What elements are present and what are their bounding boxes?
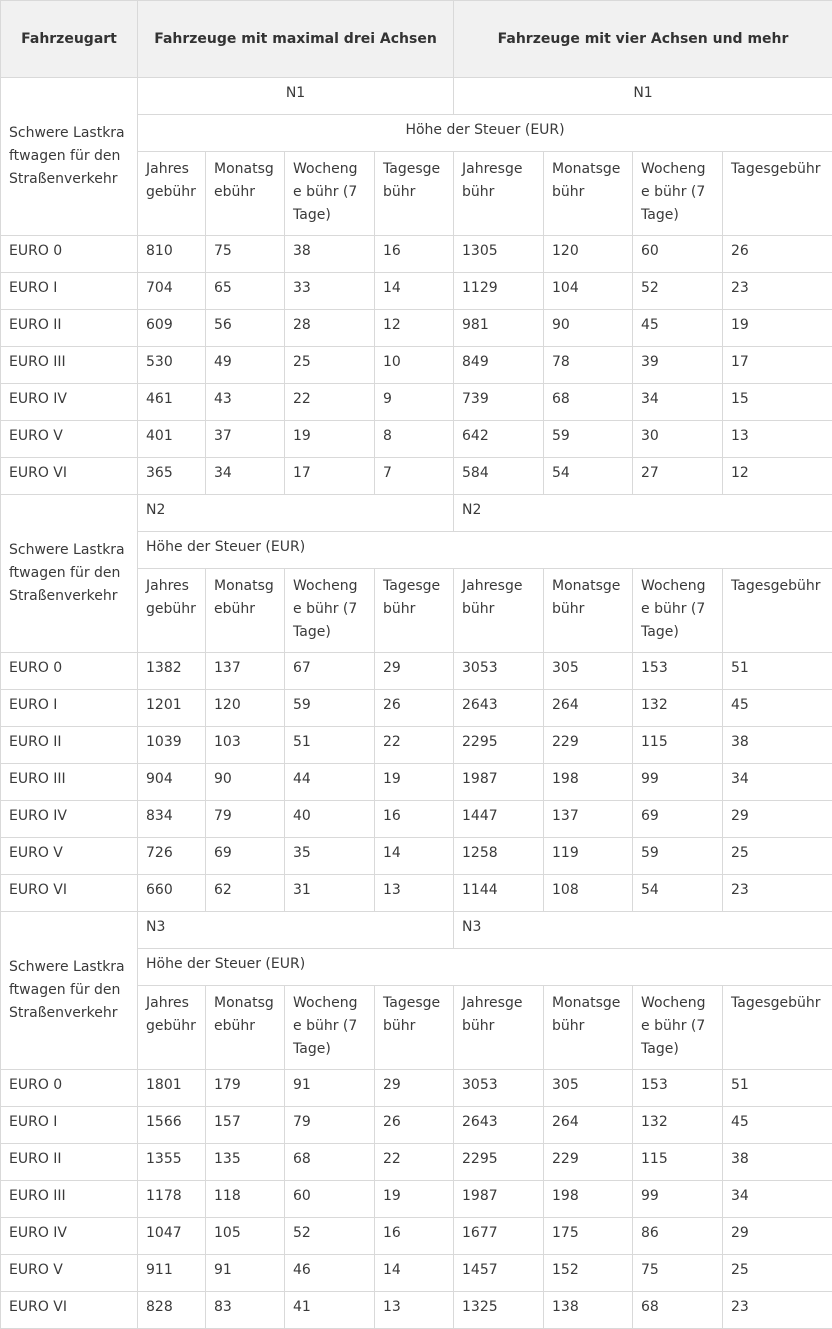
fee-value-cell: 39 xyxy=(633,347,723,384)
vehicle-class-row xyxy=(1,78,832,115)
table-row xyxy=(1,1255,832,1292)
fee-value-cell: 810 xyxy=(138,236,206,273)
fee-value-cell: 99 xyxy=(633,1181,723,1218)
fee-value-cell: 33 xyxy=(285,273,375,310)
fee-column-label: Tagesge bühr xyxy=(375,569,454,653)
fee-value-cell: 1457 xyxy=(454,1255,544,1292)
fee-value-cell: 120 xyxy=(544,236,633,273)
emission-class-cell: EURO V xyxy=(1,421,138,458)
vehicle-class-right: N1 xyxy=(454,78,832,115)
fee-value-cell: 118 xyxy=(206,1181,285,1218)
emission-class-cell: EURO I xyxy=(1,273,138,310)
fee-value-cell: 56 xyxy=(206,310,285,347)
vehicle-class-right: N3 xyxy=(454,912,832,949)
fee-value-cell: 13 xyxy=(375,1292,454,1329)
fee-value-cell: 13 xyxy=(723,421,832,458)
fee-column-label: Monatsg ebühr xyxy=(206,986,285,1070)
fee-value-cell: 8 xyxy=(375,421,454,458)
fee-column-label: Jahres gebühr xyxy=(138,569,206,653)
fee-value-cell: 26 xyxy=(723,236,832,273)
fee-column-label: Wochenge bühr (7 Tage) xyxy=(285,152,375,236)
table-row xyxy=(1,1181,832,1218)
fee-value-cell: 99 xyxy=(633,764,723,801)
fee-column-label: Monatsge bühr xyxy=(544,986,633,1070)
fee-value-cell: 1447 xyxy=(454,801,544,838)
fee-value-cell: 9 xyxy=(375,384,454,421)
tax-amount-label: Höhe der Steuer (EUR) xyxy=(138,115,832,152)
fee-value-cell: 19 xyxy=(285,421,375,458)
emission-class-cell: EURO 0 xyxy=(1,1070,138,1107)
emission-class-cell: EURO IV xyxy=(1,801,138,838)
fee-column-label: Monatsge bühr xyxy=(544,569,633,653)
fee-value-cell: 25 xyxy=(285,347,375,384)
emission-class-cell: EURO III xyxy=(1,1181,138,1218)
fee-value-cell: 22 xyxy=(285,384,375,421)
fee-column-label: Wochenge bühr (7 Tage) xyxy=(285,569,375,653)
fee-value-cell: 305 xyxy=(544,653,633,690)
table-row xyxy=(1,1218,832,1255)
fee-value-cell: 2643 xyxy=(454,1107,544,1144)
fee-value-cell: 52 xyxy=(633,273,723,310)
table-row xyxy=(1,801,832,838)
table-row xyxy=(1,384,832,421)
header-vehicle-type: Fahrzeugart xyxy=(1,1,138,78)
fee-value-cell: 138 xyxy=(544,1292,633,1329)
fee-value-cell: 51 xyxy=(723,653,832,690)
fee-value-cell: 19 xyxy=(375,764,454,801)
table-row xyxy=(1,690,832,727)
fee-column-label: Wochenge bühr (7 Tage) xyxy=(633,569,723,653)
fee-value-cell: 981 xyxy=(454,310,544,347)
fee-value-cell: 46 xyxy=(285,1255,375,1292)
tax-amount-label: Höhe der Steuer (EUR) xyxy=(138,532,832,569)
vehicle-class-right: N2 xyxy=(454,495,832,532)
fee-column-label: Jahresge bühr xyxy=(454,152,544,236)
fee-value-cell: 103 xyxy=(206,727,285,764)
fee-value-cell: 23 xyxy=(723,1292,832,1329)
fee-value-cell: 137 xyxy=(206,653,285,690)
fee-column-label: Jahres gebühr xyxy=(138,986,206,1070)
fee-value-cell: 198 xyxy=(544,1181,633,1218)
fee-value-cell: 1355 xyxy=(138,1144,206,1181)
fee-value-cell: 1801 xyxy=(138,1070,206,1107)
fee-value-cell: 26 xyxy=(375,1107,454,1144)
table-row xyxy=(1,421,832,458)
fee-value-cell: 45 xyxy=(633,310,723,347)
fee-value-cell: 828 xyxy=(138,1292,206,1329)
table-row xyxy=(1,458,832,495)
fee-column-label: Wochenge bühr (7 Tage) xyxy=(633,986,723,1070)
fee-value-cell: 68 xyxy=(544,384,633,421)
fee-value-cell: 43 xyxy=(206,384,285,421)
tax-amount-label: Höhe der Steuer (EUR) xyxy=(138,949,832,986)
fee-value-cell: 17 xyxy=(285,458,375,495)
fee-value-cell: 1325 xyxy=(454,1292,544,1329)
fee-value-cell: 38 xyxy=(723,1144,832,1181)
table-row xyxy=(1,236,832,273)
fee-column-label: Tagesgebühr xyxy=(723,152,832,236)
fee-value-cell: 16 xyxy=(375,236,454,273)
fee-value-cell: 22 xyxy=(375,1144,454,1181)
fee-value-cell: 1144 xyxy=(454,875,544,912)
fee-column-label: Wochenge bühr (7 Tage) xyxy=(633,152,723,236)
fee-value-cell: 54 xyxy=(544,458,633,495)
table-row xyxy=(1,1144,832,1181)
fee-value-cell: 904 xyxy=(138,764,206,801)
fee-column-label: Tagesge bühr xyxy=(375,152,454,236)
table-row xyxy=(1,838,832,875)
fee-column-label: Tagesgebühr xyxy=(723,986,832,1070)
fee-column-label: Wochenge bühr (7 Tage) xyxy=(285,986,375,1070)
fee-value-cell: 584 xyxy=(454,458,544,495)
fee-value-cell: 44 xyxy=(285,764,375,801)
fee-value-cell: 79 xyxy=(285,1107,375,1144)
fee-value-cell: 137 xyxy=(544,801,633,838)
fee-value-cell: 153 xyxy=(633,653,723,690)
fee-value-cell: 83 xyxy=(206,1292,285,1329)
fee-column-label: Jahresge bühr xyxy=(454,986,544,1070)
vehicle-type-cell: Schwere Lastkraftwagen für den Straßenverkehr xyxy=(1,495,138,653)
header-row xyxy=(1,1,832,78)
fee-value-cell: 704 xyxy=(138,273,206,310)
fee-value-cell: 179 xyxy=(206,1070,285,1107)
fee-value-cell: 739 xyxy=(454,384,544,421)
fee-value-cell: 52 xyxy=(285,1218,375,1255)
fee-value-cell: 27 xyxy=(633,458,723,495)
fee-value-cell: 119 xyxy=(544,838,633,875)
table-row xyxy=(1,653,832,690)
emission-class-cell: EURO IV xyxy=(1,384,138,421)
vehicle-class-left: N3 xyxy=(138,912,454,949)
fee-value-cell: 157 xyxy=(206,1107,285,1144)
fee-value-cell: 78 xyxy=(544,347,633,384)
fee-value-cell: 69 xyxy=(206,838,285,875)
fee-value-cell: 34 xyxy=(723,764,832,801)
fee-value-cell: 40 xyxy=(285,801,375,838)
fee-value-cell: 28 xyxy=(285,310,375,347)
fee-value-cell: 25 xyxy=(723,1255,832,1292)
fee-value-cell: 2295 xyxy=(454,727,544,764)
fee-value-cell: 1258 xyxy=(454,838,544,875)
fee-value-cell: 849 xyxy=(454,347,544,384)
fee-value-cell: 90 xyxy=(544,310,633,347)
fee-value-cell: 60 xyxy=(633,236,723,273)
fee-value-cell: 3053 xyxy=(454,653,544,690)
vehicle-type-cell: Schwere Lastkraftwagen für den Straßenverkehr xyxy=(1,912,138,1070)
table-row xyxy=(1,764,832,801)
fee-value-cell: 13 xyxy=(375,875,454,912)
fee-column-label: Jahresge bühr xyxy=(454,569,544,653)
fee-value-cell: 49 xyxy=(206,347,285,384)
fee-value-cell: 45 xyxy=(723,1107,832,1144)
fee-value-cell: 264 xyxy=(544,690,633,727)
fee-value-cell: 105 xyxy=(206,1218,285,1255)
header-max-three-axles: Fahrzeuge mit maximal drei Achsen xyxy=(138,1,454,78)
fee-value-cell: 365 xyxy=(138,458,206,495)
fee-value-cell: 305 xyxy=(544,1070,633,1107)
fee-value-cell: 59 xyxy=(285,690,375,727)
table-row xyxy=(1,1107,832,1144)
fee-value-cell: 51 xyxy=(723,1070,832,1107)
fee-value-cell: 10 xyxy=(375,347,454,384)
fee-value-cell: 1201 xyxy=(138,690,206,727)
fee-value-cell: 12 xyxy=(375,310,454,347)
fee-value-cell: 59 xyxy=(544,421,633,458)
fee-value-cell: 37 xyxy=(206,421,285,458)
fee-value-cell: 175 xyxy=(544,1218,633,1255)
emission-class-cell: EURO III xyxy=(1,764,138,801)
fee-value-cell: 135 xyxy=(206,1144,285,1181)
fee-value-cell: 229 xyxy=(544,1144,633,1181)
fee-value-cell: 461 xyxy=(138,384,206,421)
fee-value-cell: 62 xyxy=(206,875,285,912)
fee-value-cell: 69 xyxy=(633,801,723,838)
fee-value-cell: 7 xyxy=(375,458,454,495)
fee-value-cell: 132 xyxy=(633,1107,723,1144)
fee-value-cell: 91 xyxy=(206,1255,285,1292)
table-row xyxy=(1,875,832,912)
fee-value-cell: 1382 xyxy=(138,653,206,690)
fee-value-cell: 14 xyxy=(375,1255,454,1292)
fee-value-cell: 17 xyxy=(723,347,832,384)
fee-value-cell: 198 xyxy=(544,764,633,801)
fee-value-cell: 34 xyxy=(723,1181,832,1218)
fee-value-cell: 59 xyxy=(633,838,723,875)
fee-value-cell: 3053 xyxy=(454,1070,544,1107)
fee-value-cell: 1178 xyxy=(138,1181,206,1218)
fee-value-cell: 29 xyxy=(375,653,454,690)
fee-value-cell: 14 xyxy=(375,273,454,310)
emission-class-cell: EURO VI xyxy=(1,1292,138,1329)
fee-value-cell: 115 xyxy=(633,727,723,764)
fee-value-cell: 2643 xyxy=(454,690,544,727)
fee-value-cell: 29 xyxy=(723,1218,832,1255)
fee-value-cell: 609 xyxy=(138,310,206,347)
emission-class-cell: EURO 0 xyxy=(1,653,138,690)
vehicle-class-row xyxy=(1,912,832,949)
fee-value-cell: 34 xyxy=(633,384,723,421)
fee-value-cell: 41 xyxy=(285,1292,375,1329)
fee-column-label: Tagesgebühr xyxy=(723,569,832,653)
fee-column-label: Monatsge bühr xyxy=(544,152,633,236)
emission-class-cell: EURO 0 xyxy=(1,236,138,273)
fee-value-cell: 1677 xyxy=(454,1218,544,1255)
fee-value-cell: 19 xyxy=(375,1181,454,1218)
fee-value-cell: 1129 xyxy=(454,273,544,310)
vehicle-class-row xyxy=(1,495,832,532)
emission-class-cell: EURO VI xyxy=(1,458,138,495)
fee-value-cell: 14 xyxy=(375,838,454,875)
fee-value-cell: 16 xyxy=(375,801,454,838)
fee-value-cell: 132 xyxy=(633,690,723,727)
fee-value-cell: 26 xyxy=(375,690,454,727)
fee-value-cell: 1305 xyxy=(454,236,544,273)
fee-value-cell: 104 xyxy=(544,273,633,310)
fee-value-cell: 23 xyxy=(723,273,832,310)
emission-class-cell: EURO II xyxy=(1,310,138,347)
fee-value-cell: 15 xyxy=(723,384,832,421)
fee-value-cell: 16 xyxy=(375,1218,454,1255)
vehicle-class-left: N2 xyxy=(138,495,454,532)
emission-class-cell: EURO V xyxy=(1,838,138,875)
vehicle-class-left: N1 xyxy=(138,78,454,115)
fee-value-cell: 1039 xyxy=(138,727,206,764)
emission-class-cell: EURO II xyxy=(1,1144,138,1181)
table-row xyxy=(1,273,832,310)
fee-column-label: Monatsg ebühr xyxy=(206,152,285,236)
fee-value-cell: 65 xyxy=(206,273,285,310)
fee-value-cell: 1987 xyxy=(454,1181,544,1218)
emission-class-cell: EURO V xyxy=(1,1255,138,1292)
fee-value-cell: 1047 xyxy=(138,1218,206,1255)
fee-value-cell: 31 xyxy=(285,875,375,912)
emission-class-cell: EURO IV xyxy=(1,1218,138,1255)
table-body xyxy=(1,78,832,1329)
fee-value-cell: 35 xyxy=(285,838,375,875)
fee-value-cell: 19 xyxy=(723,310,832,347)
fee-value-cell: 79 xyxy=(206,801,285,838)
fee-value-cell: 2295 xyxy=(454,1144,544,1181)
emission-class-cell: EURO I xyxy=(1,690,138,727)
fee-value-cell: 67 xyxy=(285,653,375,690)
fee-value-cell: 1566 xyxy=(138,1107,206,1144)
fee-value-cell: 38 xyxy=(285,236,375,273)
fee-value-cell: 68 xyxy=(285,1144,375,1181)
fee-value-cell: 90 xyxy=(206,764,285,801)
fee-value-cell: 25 xyxy=(723,838,832,875)
table-row xyxy=(1,347,832,384)
vehicle-type-cell: Schwere Lastkraftwagen für den Straßenverkehr xyxy=(1,78,138,236)
fee-value-cell: 30 xyxy=(633,421,723,458)
fee-value-cell: 1987 xyxy=(454,764,544,801)
fee-value-cell: 75 xyxy=(206,236,285,273)
emission-class-cell: EURO III xyxy=(1,347,138,384)
fee-value-cell: 23 xyxy=(723,875,832,912)
fee-column-label: Tagesge bühr xyxy=(375,986,454,1070)
fee-value-cell: 660 xyxy=(138,875,206,912)
emission-class-cell: EURO VI xyxy=(1,875,138,912)
fee-value-cell: 264 xyxy=(544,1107,633,1144)
emission-class-cell: EURO II xyxy=(1,727,138,764)
fee-value-cell: 60 xyxy=(285,1181,375,1218)
fee-value-cell: 120 xyxy=(206,690,285,727)
table-row xyxy=(1,310,832,347)
fee-value-cell: 68 xyxy=(633,1292,723,1329)
fee-value-cell: 34 xyxy=(206,458,285,495)
fee-value-cell: 726 xyxy=(138,838,206,875)
fee-value-cell: 51 xyxy=(285,727,375,764)
fee-value-cell: 91 xyxy=(285,1070,375,1107)
fee-value-cell: 29 xyxy=(723,801,832,838)
fee-value-cell: 152 xyxy=(544,1255,633,1292)
fee-value-cell: 834 xyxy=(138,801,206,838)
fee-value-cell: 22 xyxy=(375,727,454,764)
fee-value-cell: 54 xyxy=(633,875,723,912)
fee-value-cell: 29 xyxy=(375,1070,454,1107)
fee-value-cell: 108 xyxy=(544,875,633,912)
fee-column-label: Monatsg ebühr xyxy=(206,569,285,653)
fee-value-cell: 115 xyxy=(633,1144,723,1181)
table-row xyxy=(1,727,832,764)
fee-value-cell: 12 xyxy=(723,458,832,495)
fee-value-cell: 229 xyxy=(544,727,633,764)
fee-value-cell: 38 xyxy=(723,727,832,764)
fee-value-cell: 911 xyxy=(138,1255,206,1292)
fee-value-cell: 45 xyxy=(723,690,832,727)
fee-value-cell: 153 xyxy=(633,1070,723,1107)
emission-class-cell: EURO I xyxy=(1,1107,138,1144)
header-four-axles-plus: Fahrzeuge mit vier Achsen und mehr xyxy=(454,1,832,78)
fee-value-cell: 86 xyxy=(633,1218,723,1255)
table-row xyxy=(1,1070,832,1107)
fee-value-cell: 530 xyxy=(138,347,206,384)
fee-value-cell: 642 xyxy=(454,421,544,458)
fee-value-cell: 401 xyxy=(138,421,206,458)
fee-column-label: Jahres gebühr xyxy=(138,152,206,236)
fee-value-cell: 75 xyxy=(633,1255,723,1292)
